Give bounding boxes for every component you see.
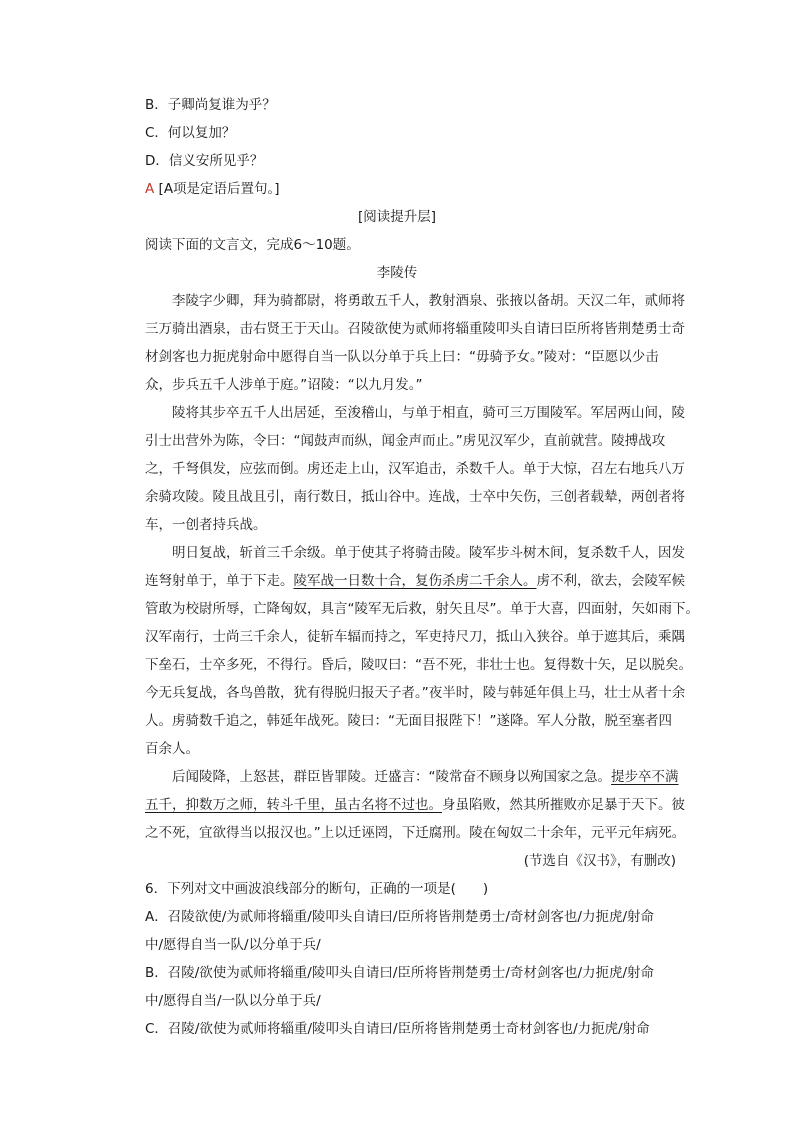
text-line: 三万骑出酒泉，击右贤王于天山。召陵欲使为贰师将辎重陵叩头自请曰臣所将皆荆楚勇士奇 [145,321,685,337]
choice-b-cont: 中/愿得自当/一队以分单于兵/ [145,993,321,1009]
text-line: 众，步兵五千人涉单于庭。”诏陵：“以九月发。” [145,377,423,393]
answer-explanation: [A项是定语后置句。] [158,181,280,197]
section-title: [阅读提升层] [357,209,437,225]
source-note: (节选自《汉书》，有删改) [523,853,676,869]
text-line: 余骑攻陵。陵且战且引，南行数日，抵山谷中。连战，士卒中矢伤，三创者载辇，两创者将 [145,489,685,505]
text-segment: 后闻陵降，上怒甚，群臣皆罪陵。迁盛言：“陵常奋不顾身以殉国家之急。 [145,769,611,785]
text-line [145,796,685,814]
answer-line [145,180,280,198]
text-segment: 虏不利，欲去，会陵军候 [536,573,685,589]
text-segment: 连弩射单于，单于下走。 [145,573,294,589]
question-6: 6．下列对文中画波浪线部分的断句，正确的一项是( ) [145,881,489,897]
option-d: D．信义安所见乎？ [145,153,264,169]
option-c: C．何以复加？ [145,125,236,141]
text-segment: 身虽陷败，然其所摧败亦足暴于天下。彼 [442,797,685,813]
choice-a-cont: 中/愿得自当一队/以分单于兵/ [145,937,321,953]
text-line [145,572,685,590]
choice-a: A．召陵欲使/为贰师将辎重/陵叩头自请曰/臣所将皆荆楚勇士/奇材剑客也/力扼虎/射命 [145,909,655,925]
text-line: 明日复战，斩首三千余级。单于使其子将骑击陵。陵军步斗树木间，复杀数千人，因发 [145,545,685,561]
text-line: 引士出营外为陈，令曰：“闻鼓声而纵，闻金声而止。”虏见汉军少，直前就营。陵搏战攻 [145,433,666,449]
instruction: 阅读下面的文言文，完成6～10题。 [145,237,360,253]
choice-b: B．召陵/欲使为贰师将辎重/陵叩头自请曰/臣所将皆荆楚勇士/奇材剑客也/力扼虎/射命 [145,965,655,981]
text-line: 车，一创者持兵战。 [145,517,267,533]
underlined-sentence: 陵军战一日数十合，复伤杀虏二千余人。 [293,573,537,589]
text-line: 之不死，宜欲得当以报汉也。”上以迁诬罔，下迁腐刑。陵在匈奴二十余年，元平元年病死。 [145,825,686,841]
article-title: 李陵传 [376,265,418,281]
text-line: 李陵字少卿，拜为骑都尉，将勇敢五千人，教射酒泉、张掖以备胡。天汉二年，贰师将 [145,293,685,309]
text-line: 今无兵复战，各鸟兽散，犹有得脱归报天子者。”夜半时，陵与韩延年俱上马，壮士从者十余 [145,685,686,701]
text-line: 材剑客也力扼虎射命中愿得自当一队以分单于兵上曰：“毋骑予女。”陵对：“臣愿以少击 [145,349,659,365]
text-line: 下垒石，士卒多死，不得行。昏后，陵叹曰：“吾不死，非壮士也。复得数十矢，足以脱矣。 [145,657,692,673]
option-b: B．子卿尚复谁为乎？ [145,97,276,113]
text-line: 之，千弩俱发，应弦而倒。虏还走上山，汉军追击，杀数千人。单于大惊，召左右地兵八万 [145,461,685,477]
underlined-sentence: 提步卒不满 [611,769,679,785]
choice-c: C．召陵/欲使为贰师将辎重/陵叩头自请曰/臣所将皆荆楚勇士奇材剑客也/力扼虎/射命 [145,1021,650,1037]
text-line [145,768,679,786]
text-line: 人。虏骑数千追之，韩延年战死。陵曰：“无面目报陛下！”遂降。军人分散，脱至塞者四 [145,713,672,729]
underlined-sentence: 五千，抑数万之师，转斗千里，虽古名将不过也。 [145,797,442,813]
text-line: 管敢为校尉所辱，亡降匈奴，具言“陵军无后救，射矢且尽”。单于大喜，四面射，矢如雨下。 [145,601,699,617]
text-line: 陵将其步卒五千人出居延，至浚稽山，与单于相直，骑可三万围陵军。军居两山间，陵 [145,405,685,421]
text-line: 百余人。 [145,741,199,757]
answer-letter: A [145,181,155,197]
text-line: 汉军南行，士尚三千余人，徒斩车辐而持之，军吏持尺刀，抵山入狭谷。单于遮其后，乘隅 [145,629,685,645]
